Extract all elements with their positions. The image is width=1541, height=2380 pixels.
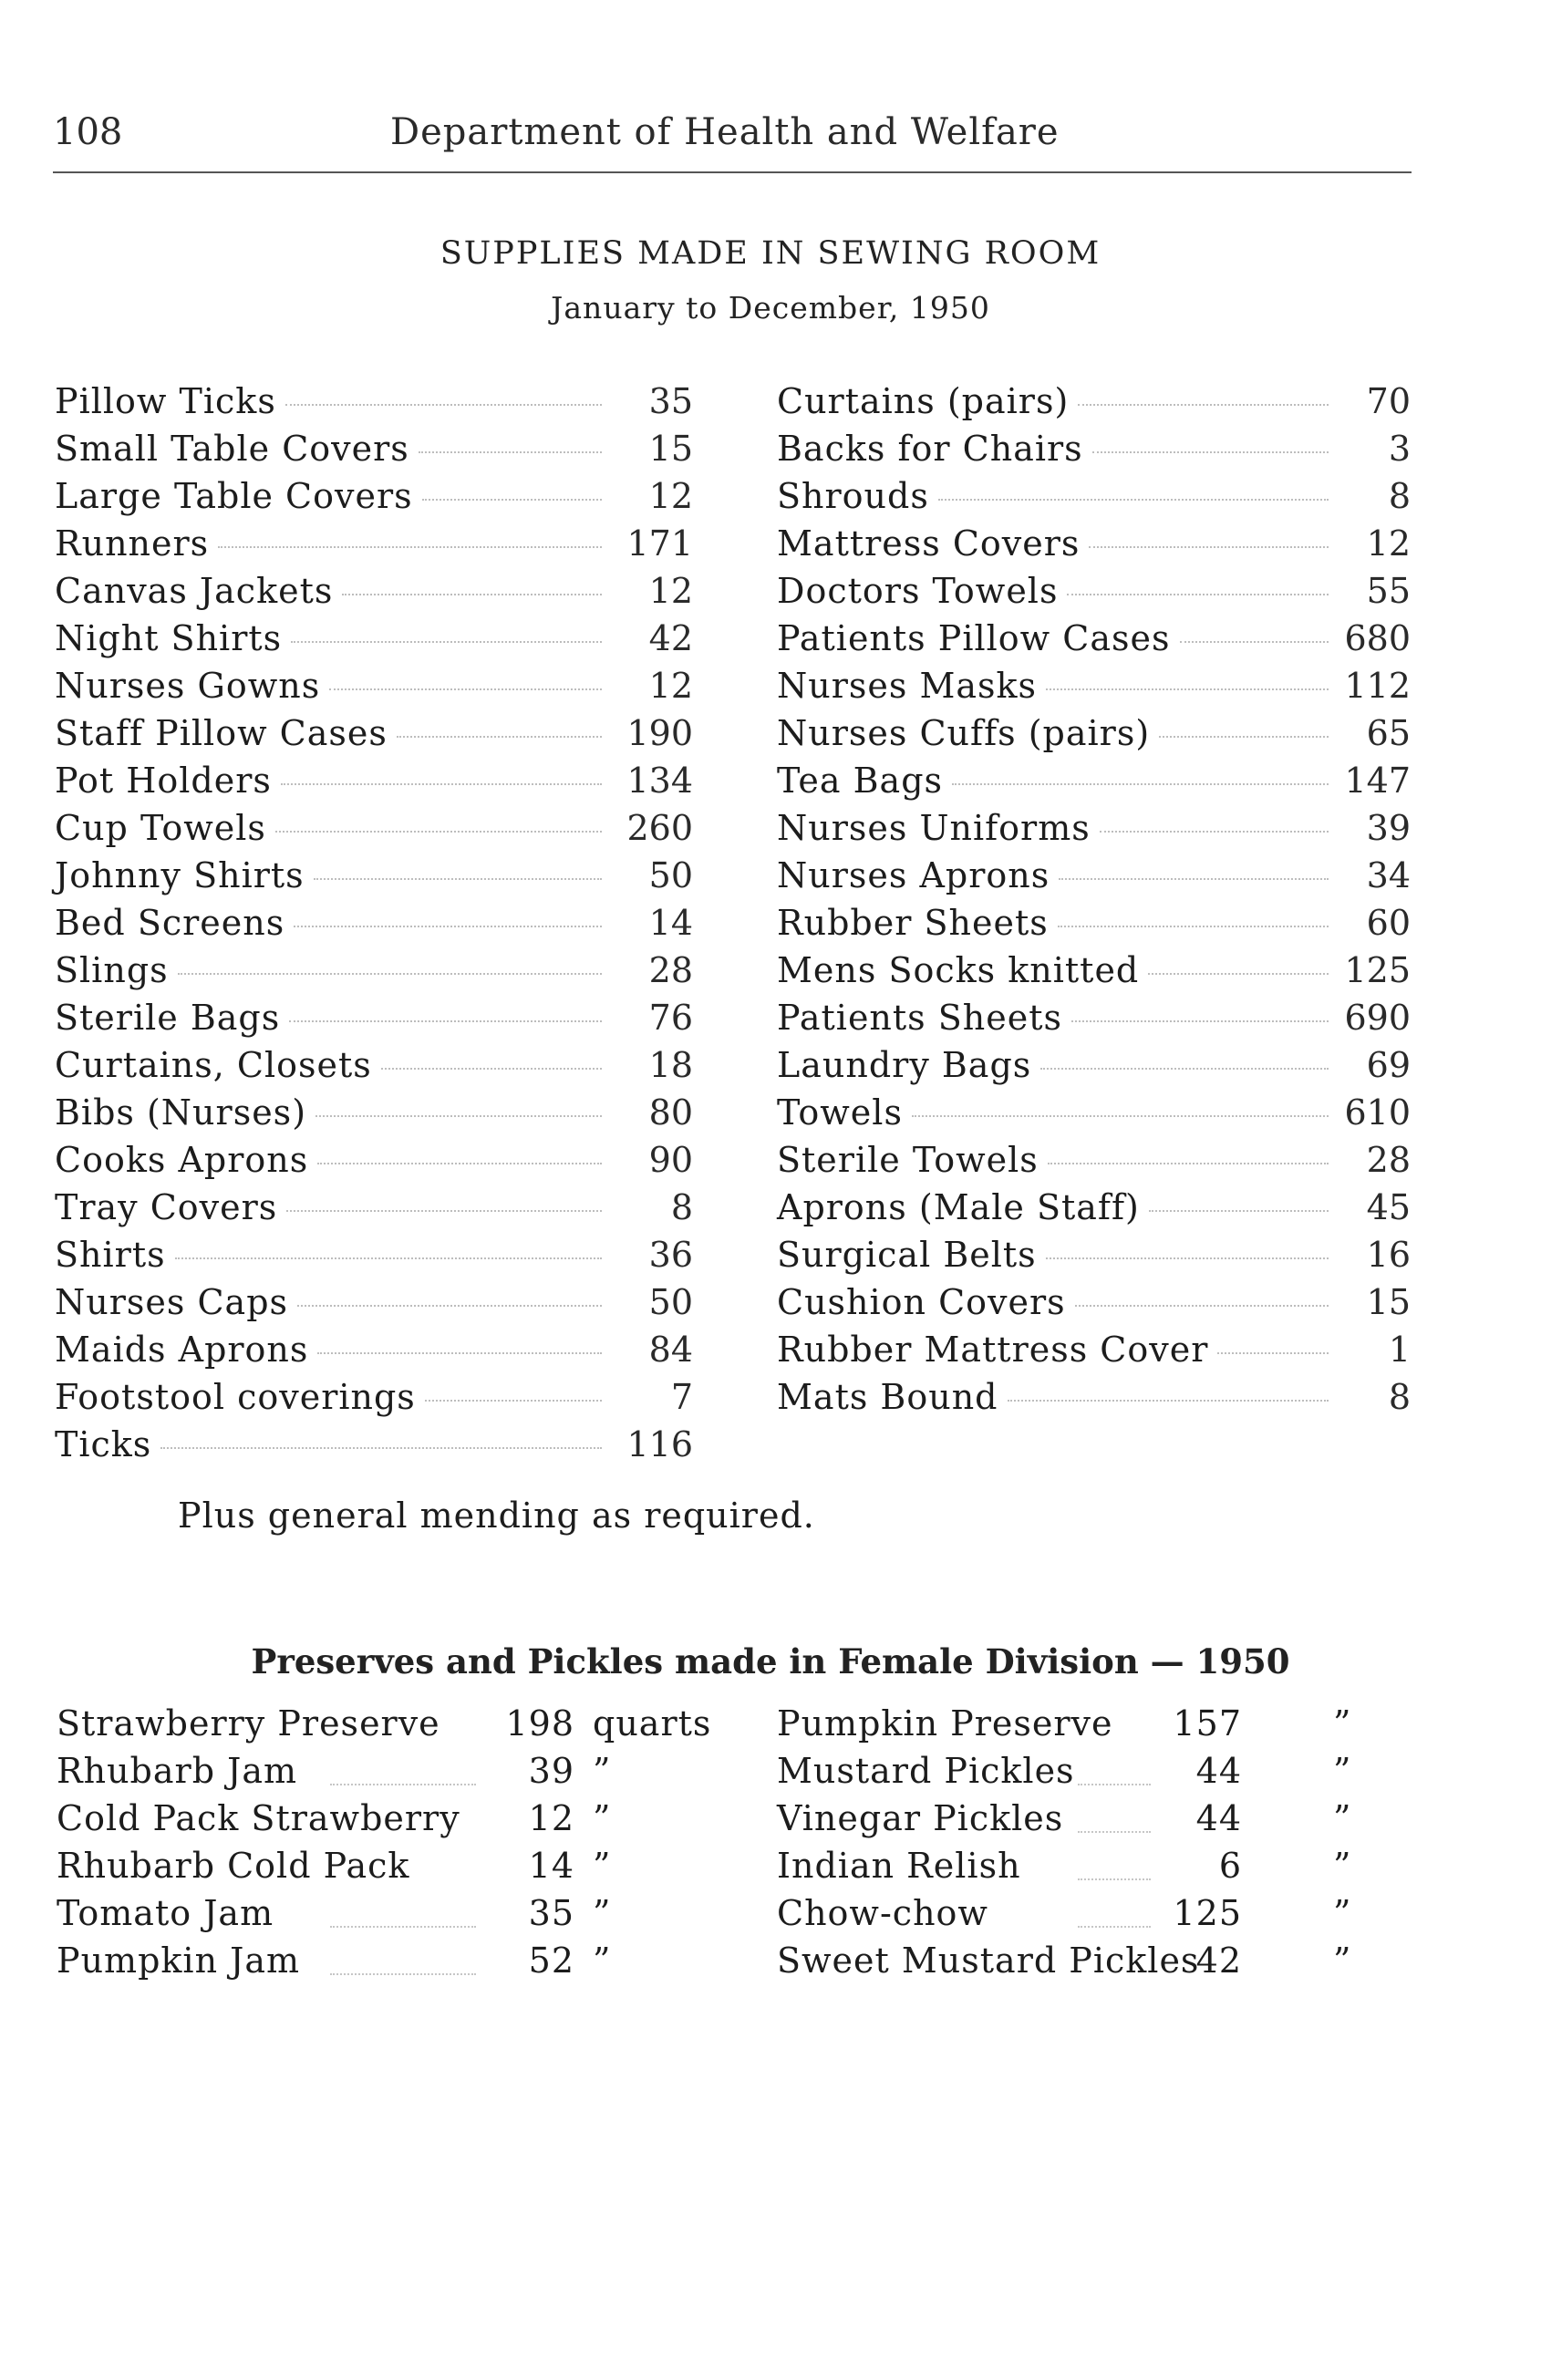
- item-label: Johnny Shirts: [55, 855, 305, 895]
- leader-dots: [1075, 1305, 1329, 1307]
- item-label: Surgical Belts: [777, 1235, 1037, 1275]
- list-item: [55, 998, 693, 1045]
- list-item: [777, 998, 1411, 1045]
- list-item: [55, 903, 693, 950]
- leader-dots: [419, 451, 602, 453]
- list-item: [777, 618, 1411, 666]
- list-item: [777, 1092, 1411, 1140]
- list-item: [55, 1282, 693, 1330]
- item-quantity: 42: [1195, 1940, 1242, 1981]
- item-label: Chow-chow: [777, 1893, 988, 1933]
- item-value: 8: [1388, 1377, 1411, 1417]
- item-value: 90: [648, 1140, 693, 1180]
- item-value: 12: [648, 476, 693, 516]
- list-item: [777, 1703, 1415, 1751]
- leader-dots: [1048, 1163, 1329, 1164]
- item-label: Rubber Sheets: [777, 903, 1049, 943]
- list-item: [777, 1940, 1415, 1988]
- leader-dots: [314, 878, 602, 880]
- list-item: [57, 1703, 750, 1751]
- list-item: [777, 761, 1411, 808]
- list-item: [55, 476, 693, 523]
- leader-dots: [1067, 594, 1329, 595]
- list-item: [55, 618, 693, 666]
- item-value: 42: [648, 618, 693, 658]
- item-value: 36: [648, 1235, 693, 1275]
- item-value: 690: [1344, 998, 1411, 1038]
- item-value: 70: [1366, 381, 1411, 421]
- item-label: Nurses Cuffs (pairs): [777, 713, 1151, 753]
- list-item: [55, 1140, 693, 1187]
- leader-dots: [281, 783, 602, 785]
- list-item: [777, 1187, 1411, 1235]
- list-item: [777, 666, 1411, 713]
- list-item: [55, 808, 693, 855]
- item-unit: ”: [1333, 1940, 1352, 1981]
- item-label: Rhubarb Cold Pack: [57, 1846, 410, 1886]
- leader-dots: [381, 1068, 602, 1070]
- leader-dots: [342, 594, 602, 595]
- leader-dots: [286, 1210, 602, 1212]
- item-value: 8: [670, 1187, 693, 1227]
- item-label: Large Table Covers: [55, 476, 413, 516]
- item-label: Bibs (Nurses): [55, 1092, 307, 1133]
- list-item: [55, 1235, 693, 1282]
- leader-dots: [1071, 1020, 1329, 1022]
- item-value: 16: [1366, 1235, 1411, 1275]
- list-item: [777, 571, 1411, 618]
- list-item: [55, 1187, 693, 1235]
- list-item: [777, 1330, 1411, 1377]
- item-unit: ”: [593, 1940, 612, 1981]
- item-unit: ”: [1333, 1798, 1352, 1838]
- list-item: [55, 381, 693, 429]
- item-label: Footstool coverings: [55, 1377, 416, 1417]
- list-item: [55, 523, 693, 571]
- item-label: Cold Pack Strawberry: [57, 1798, 460, 1838]
- item-value: 7: [670, 1377, 693, 1417]
- leader-dots: [1149, 1210, 1329, 1212]
- item-value: 55: [1366, 571, 1411, 611]
- item-label: Slings: [55, 950, 169, 990]
- item-value: 260: [626, 808, 693, 848]
- list-item: [55, 855, 693, 903]
- item-label: Nurses Masks: [777, 666, 1038, 706]
- preserves-right-column: [777, 1703, 1415, 1988]
- item-label: Strawberry Preserve: [57, 1703, 440, 1744]
- sewing-subtitle: January to December, 1950: [551, 290, 990, 326]
- list-item: [777, 381, 1411, 429]
- header-rule: [53, 171, 1412, 173]
- item-unit: ”: [593, 1751, 612, 1791]
- item-unit: ”: [593, 1846, 612, 1886]
- leader-dots: [1180, 641, 1329, 643]
- item-unit: ”: [593, 1798, 612, 1838]
- leader-dots: [1078, 1878, 1151, 1880]
- leader-dots: [1058, 926, 1329, 927]
- item-value: 39: [1366, 808, 1411, 848]
- item-value: 84: [648, 1330, 693, 1370]
- item-label: Vinegar Pickles: [777, 1798, 1064, 1838]
- item-label: Laundry Bags: [777, 1045, 1032, 1085]
- list-item: [57, 1893, 750, 1940]
- leader-dots: [1078, 1926, 1151, 1928]
- list-item: [777, 1140, 1411, 1187]
- item-label: Sterile Towels: [777, 1140, 1039, 1180]
- item-label: Mustard Pickles: [777, 1751, 1075, 1791]
- list-item: [55, 1424, 693, 1472]
- leader-dots: [422, 499, 602, 501]
- item-value: 171: [626, 523, 693, 564]
- list-item: [55, 713, 693, 761]
- item-label: Curtains (pairs): [777, 381, 1070, 421]
- item-label: Canvas Jackets: [55, 571, 334, 611]
- preserves-title: Preserves and Pickles made in Female Division — 1950: [251, 1641, 1290, 1682]
- item-label: Pumpkin Jam: [57, 1940, 301, 1981]
- item-label: Aprons (Male Staff): [777, 1187, 1140, 1227]
- list-item: [777, 1377, 1411, 1424]
- sewing-left-column: [55, 381, 693, 1472]
- leader-dots: [218, 546, 602, 548]
- list-item: [777, 476, 1411, 523]
- leader-dots: [1078, 1784, 1151, 1785]
- item-label: Towels: [777, 1092, 903, 1133]
- item-value: 610: [1344, 1092, 1411, 1133]
- list-item: [777, 1846, 1415, 1893]
- leader-dots: [160, 1447, 602, 1449]
- item-value: 15: [1366, 1282, 1411, 1322]
- item-value: 50: [648, 855, 693, 895]
- item-label: Indian Relish: [777, 1846, 1021, 1886]
- item-value: 15: [648, 429, 693, 469]
- item-unit: ”: [593, 1893, 612, 1933]
- leader-dots: [317, 1352, 602, 1354]
- item-label: Cooks Aprons: [55, 1140, 309, 1180]
- item-value: 35: [648, 381, 693, 421]
- leader-dots: [1040, 1068, 1329, 1070]
- item-label: Patients Pillow Cases: [777, 618, 1171, 658]
- item-label: Bed Screens: [55, 903, 285, 943]
- item-value: 3: [1388, 429, 1411, 469]
- item-value: 76: [648, 998, 693, 1038]
- item-unit: ”: [1333, 1703, 1352, 1744]
- item-value: 34: [1366, 855, 1411, 895]
- item-quantity: 12: [528, 1798, 574, 1838]
- item-label: Nurses Uniforms: [777, 808, 1091, 848]
- leader-dots: [297, 1305, 602, 1307]
- preserves-left-column: [57, 1703, 750, 1988]
- item-label: Nurses Gowns: [55, 666, 321, 706]
- item-value: 147: [1344, 761, 1411, 801]
- leader-dots: [329, 688, 602, 690]
- item-label: Pumpkin Preserve: [777, 1703, 1113, 1744]
- leader-dots: [315, 1115, 602, 1117]
- item-label: Maids Aprons: [55, 1330, 309, 1370]
- list-item: [55, 1330, 693, 1377]
- item-unit: ”: [1333, 1846, 1352, 1886]
- item-label: Shirts: [55, 1235, 166, 1275]
- item-quantity: 125: [1173, 1893, 1242, 1933]
- leader-dots: [1092, 451, 1329, 453]
- item-quantity: 157: [1173, 1703, 1242, 1744]
- leader-dots: [1046, 1257, 1329, 1259]
- list-item: [57, 1846, 750, 1893]
- item-value: 80: [648, 1092, 693, 1133]
- list-item: [55, 1045, 693, 1092]
- leader-dots: [397, 736, 602, 738]
- item-label: Rhubarb Jam: [57, 1751, 298, 1791]
- list-item: [777, 855, 1411, 903]
- item-value: 12: [648, 666, 693, 706]
- item-label: Tray Covers: [55, 1187, 278, 1227]
- item-label: Tomato Jam: [57, 1893, 274, 1933]
- list-item: [55, 1377, 693, 1424]
- item-label: Staff Pillow Cases: [55, 713, 388, 753]
- list-item: [55, 429, 693, 476]
- item-label: Small Table Covers: [55, 429, 409, 469]
- item-label: Doctors Towels: [777, 571, 1059, 611]
- item-unit: quarts: [593, 1703, 712, 1744]
- item-quantity: 44: [1195, 1751, 1242, 1791]
- item-value: 60: [1366, 903, 1411, 943]
- leader-dots: [1078, 1831, 1151, 1833]
- running-title: Department of Health and Welfare: [390, 111, 1060, 153]
- list-item: [777, 1751, 1415, 1798]
- item-unit: ”: [1333, 1751, 1352, 1791]
- item-quantity: 35: [528, 1893, 574, 1933]
- item-value: 50: [648, 1282, 693, 1322]
- leader-dots: [1008, 1400, 1329, 1402]
- item-label: Patients Sheets: [777, 998, 1063, 1038]
- item-value: 12: [1366, 523, 1411, 564]
- item-label: Shrouds: [777, 476, 929, 516]
- item-label: Rubber Mattress Cover: [777, 1330, 1209, 1370]
- leader-dots: [275, 831, 602, 833]
- leader-dots: [952, 783, 1329, 785]
- leader-dots: [912, 1115, 1329, 1117]
- list-item: [777, 429, 1411, 476]
- list-item: [55, 950, 693, 998]
- leader-dots: [1059, 878, 1329, 880]
- leader-dots: [425, 1400, 602, 1402]
- item-label: Sweet Mustard Pickles: [777, 1940, 1200, 1981]
- item-label: Nurses Caps: [55, 1282, 289, 1322]
- sewing-note: Plus general mending as required.: [178, 1495, 815, 1536]
- item-quantity: 198: [505, 1703, 574, 1744]
- leader-dots: [1217, 1352, 1329, 1354]
- item-label: Mattress Covers: [777, 523, 1081, 564]
- item-value: 12: [648, 571, 693, 611]
- item-value: 112: [1344, 666, 1411, 706]
- item-label: Tea Bags: [777, 761, 944, 801]
- item-value: 69: [1366, 1045, 1411, 1085]
- item-value: 45: [1366, 1187, 1411, 1227]
- list-item: [55, 571, 693, 618]
- item-value: 28: [1366, 1140, 1411, 1180]
- item-label: Pillow Ticks: [55, 381, 276, 421]
- list-item: [57, 1798, 750, 1846]
- leader-dots: [178, 973, 602, 975]
- item-label: Sterile Bags: [55, 998, 281, 1038]
- item-value: 14: [648, 903, 693, 943]
- leader-dots: [1100, 831, 1329, 833]
- item-label: Pot Holders: [55, 761, 272, 801]
- leader-dots: [317, 1163, 602, 1164]
- item-value: 65: [1366, 713, 1411, 753]
- item-value: 28: [648, 950, 693, 990]
- list-item: [55, 666, 693, 713]
- leader-dots: [330, 1784, 476, 1785]
- leader-dots: [289, 1020, 602, 1022]
- list-item: [777, 523, 1411, 571]
- item-quantity: 52: [528, 1940, 574, 1981]
- item-value: 190: [626, 713, 693, 753]
- leader-dots: [285, 404, 602, 406]
- list-item: [57, 1940, 750, 1988]
- item-unit: ”: [1333, 1893, 1352, 1933]
- item-value: 8: [1388, 476, 1411, 516]
- leader-dots: [330, 1973, 476, 1975]
- item-quantity: 14: [528, 1846, 574, 1886]
- leader-dots: [291, 641, 602, 643]
- sewing-title: SUPPLIES MADE IN SEWING ROOM: [440, 235, 1101, 272]
- item-value: 134: [626, 761, 693, 801]
- item-label: Mens Socks knitted: [777, 950, 1140, 990]
- list-item: [777, 1235, 1411, 1282]
- list-item: [777, 950, 1411, 998]
- leader-dots: [1089, 546, 1329, 548]
- list-item: [777, 1893, 1415, 1940]
- item-value: 116: [626, 1424, 693, 1464]
- item-label: Nurses Aprons: [777, 855, 1050, 895]
- item-quantity: 39: [528, 1751, 574, 1791]
- leader-dots: [1078, 404, 1329, 406]
- list-item: [777, 808, 1411, 855]
- item-label: Ticks: [55, 1424, 152, 1464]
- list-item: [777, 1798, 1415, 1846]
- item-label: Backs for Chairs: [777, 429, 1083, 469]
- list-item: [777, 1282, 1411, 1330]
- page-number: 108: [53, 111, 123, 153]
- item-quantity: 44: [1195, 1798, 1242, 1838]
- item-value: 125: [1344, 950, 1411, 990]
- item-label: Curtains, Closets: [55, 1045, 372, 1085]
- leader-dots: [1159, 736, 1329, 738]
- item-quantity: 6: [1218, 1846, 1242, 1886]
- list-item: [57, 1751, 750, 1798]
- leader-dots: [1148, 973, 1329, 975]
- leader-dots: [1046, 688, 1329, 690]
- leader-dots: [175, 1257, 602, 1259]
- sewing-right-column: [777, 381, 1411, 1424]
- item-label: Mats Bound: [777, 1377, 998, 1417]
- leader-dots: [330, 1926, 476, 1928]
- item-label: Night Shirts: [55, 618, 283, 658]
- list-item: [55, 761, 693, 808]
- leader-dots: [938, 499, 1329, 501]
- item-value: 680: [1344, 618, 1411, 658]
- item-label: Runners: [55, 523, 210, 564]
- item-value: 1: [1388, 1330, 1411, 1370]
- item-label: Cup Towels: [55, 808, 266, 848]
- leader-dots: [294, 926, 602, 927]
- item-value: 18: [648, 1045, 693, 1085]
- item-label: Cushion Covers: [777, 1282, 1066, 1322]
- list-item: [777, 903, 1411, 950]
- list-item: [55, 1092, 693, 1140]
- running-head: [53, 111, 1412, 166]
- list-item: [777, 713, 1411, 761]
- list-item: [777, 1045, 1411, 1092]
